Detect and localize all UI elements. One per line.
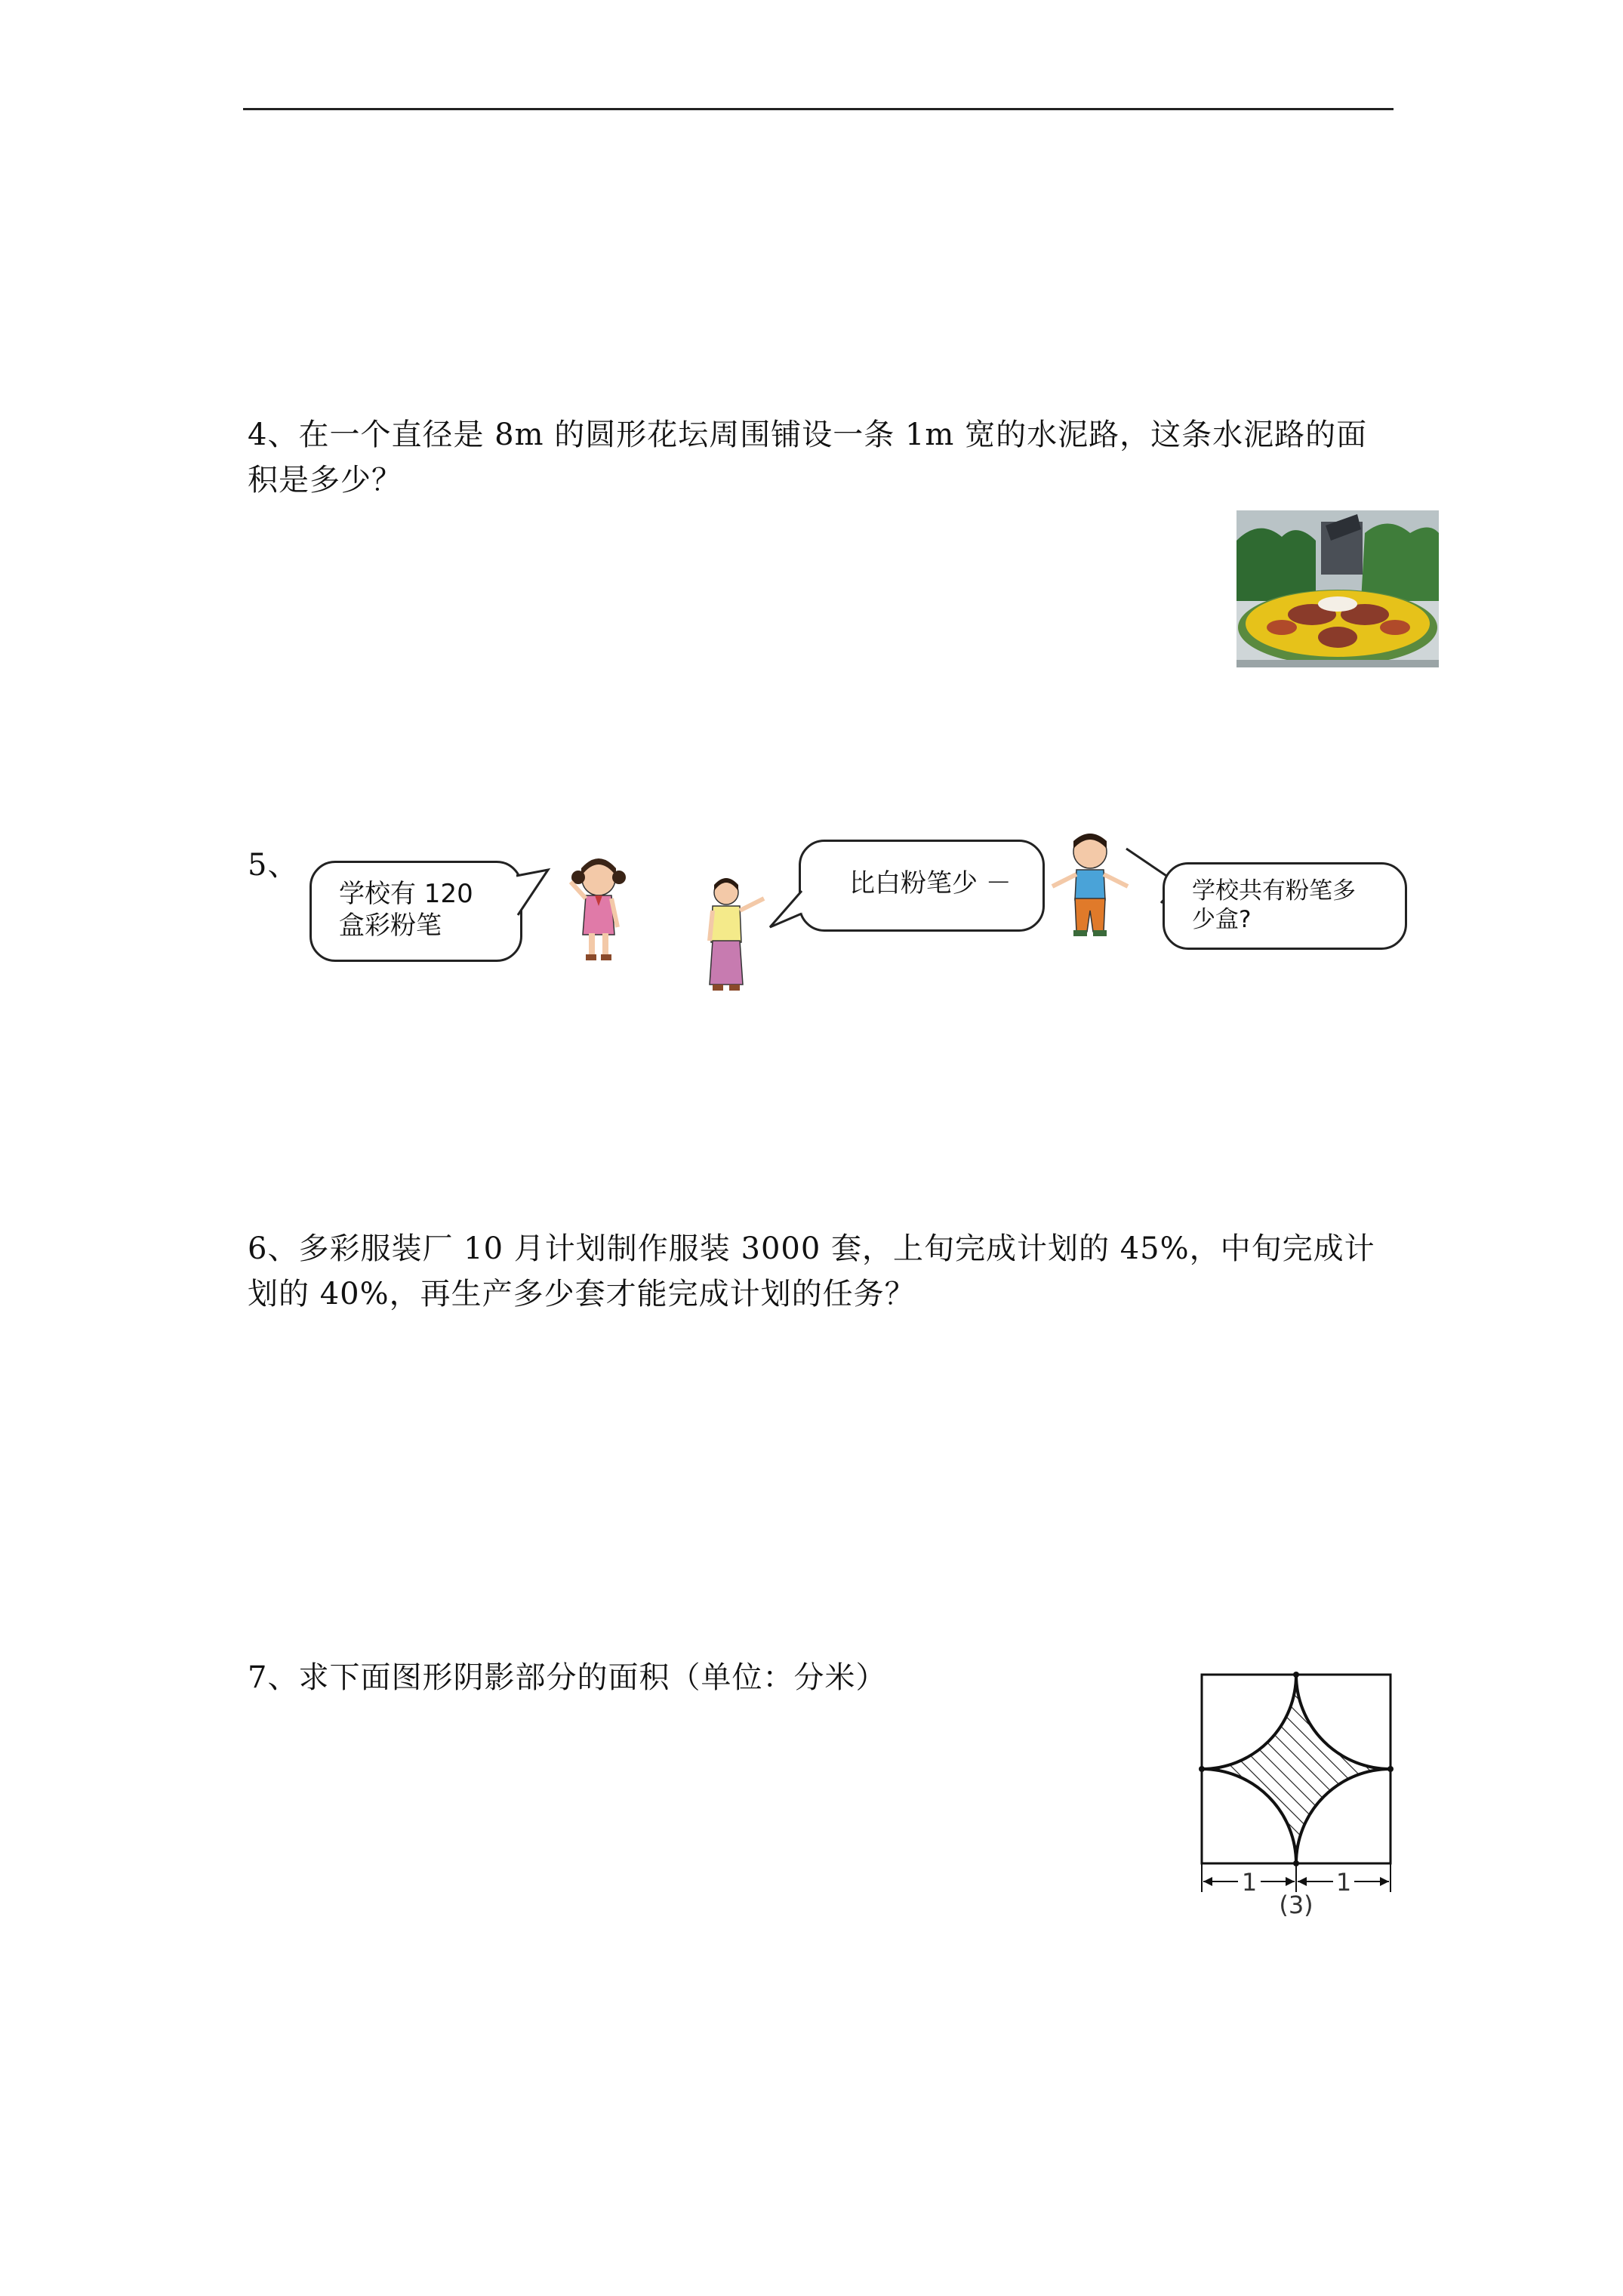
speech-girl-tail [516, 868, 551, 926]
speech-bubble-girl [310, 861, 522, 962]
q4-line2: 积是多少？ [248, 463, 402, 498]
speech-teacher-tail [768, 888, 803, 935]
boy-figure [1045, 827, 1135, 941]
dim-label-left: 1 [1241, 1868, 1258, 1897]
flower-bed-photo [1236, 510, 1439, 667]
speech-girl-line2: 盒彩粉笔 [339, 911, 442, 941]
header-rule [243, 108, 1394, 110]
speech-boy-line2: 少盒? [1192, 906, 1252, 933]
shaded-square-figure [1193, 1669, 1409, 1918]
girl-figure [565, 852, 633, 965]
q6-line2: 划的 40%，再生产多少套才能完成计划的任务？ [248, 1277, 916, 1311]
q6-line1: 6、多彩服装厂 10 月计划制作服装 3000 套，上旬完成计划的 45%，中旬完成计 [248, 1231, 1375, 1266]
figure-caption: (3) [1279, 1891, 1313, 1918]
dim-label-right: 1 [1335, 1868, 1352, 1897]
speech-bubble-teacher [799, 840, 1045, 932]
speech-girl-line1: 学校有 120 [339, 879, 473, 909]
q4-line1: 4、在一个直径是 8m 的圆形花坛周围铺设一条 1m 宽的水泥路，这条水泥路的面 [248, 418, 1368, 452]
speech-boy-line1: 学校共有粉笔多 [1192, 877, 1356, 905]
speech-bubble-boy [1163, 862, 1407, 950]
q7-line1: 7、求下面图形阴影部分的面积（单位：分米） [248, 1660, 887, 1695]
teacher-figure [696, 873, 771, 994]
speech-teacher-text: 比白粉笔少 － [849, 868, 1012, 898]
q5-number: 5、 [248, 848, 299, 883]
